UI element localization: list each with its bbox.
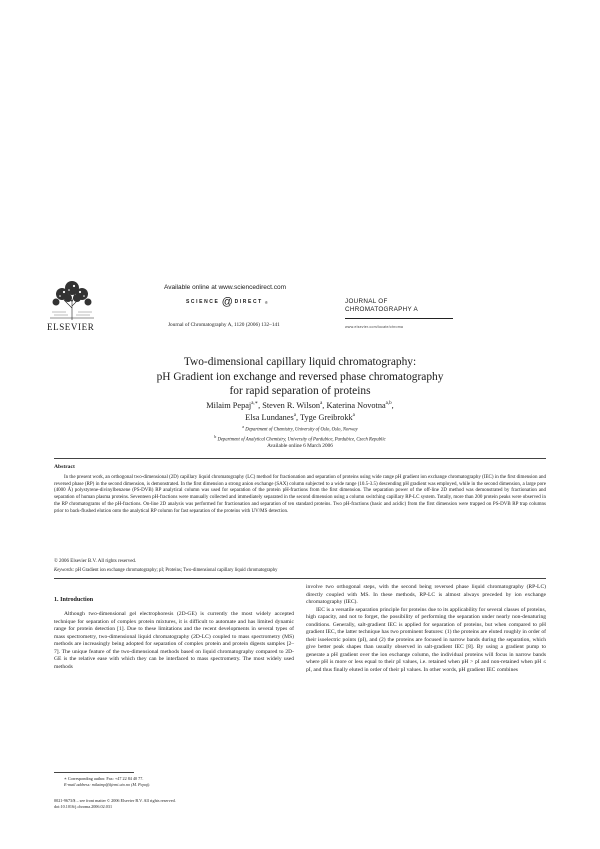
- available-online-text: Available online at www.sciencedirect.com: [164, 284, 286, 291]
- email-note: E-mail address: milaimp@kjemi.uio.no (M. Pepaj).: [64, 782, 151, 787]
- abstract-top-rule: [54, 458, 546, 459]
- author-separator: ,: [322, 400, 327, 410]
- journal-rule: [345, 318, 453, 319]
- right-column: [306, 584, 546, 675]
- abstract-copyright: © 2006 Elsevier B.V. All rights reserved.: [54, 559, 137, 564]
- sciencedirect-at-icon: @: [221, 296, 233, 308]
- author-line-2: [40, 411, 560, 423]
- affiliation-sup: a: [242, 424, 245, 429]
- title-line-1: Two-dimensional capillary liquid chromatography:: [183, 356, 417, 368]
- journal-citation: Journal of Chromatography A, 1120 (2006) 132–141: [168, 322, 280, 328]
- author-name: Steven R. Wilson: [262, 400, 321, 410]
- doi-line: doi:10.1016/j.chroma.2006.02.031: [54, 804, 113, 809]
- affiliation-text: Department of Analytical Chemistry, University of Pardubice, Pardubice, Czech Republic: [217, 437, 386, 443]
- keywords-list: pH Gradient ion exchange chromatography; pI; Proteins; Two-dimensional capillary liquid chromatography: [74, 568, 278, 573]
- sciencedirect-logo-part-2: DIRECT: [234, 299, 263, 305]
- author-name: Elsa Lundanes: [245, 413, 294, 423]
- author-line-1: [40, 399, 560, 411]
- author-name: Tyge Greibrokk: [299, 413, 353, 423]
- author-list: [40, 399, 560, 424]
- footnotes: [54, 776, 150, 788]
- author-sup: a: [352, 413, 355, 419]
- sciencedirect-logo: [186, 296, 268, 308]
- author-separator: ,: [258, 400, 263, 410]
- sciencedirect-logo-registered: ®: [264, 299, 268, 305]
- keywords: [54, 568, 277, 573]
- author-separator: ,: [391, 400, 394, 410]
- issn-line: 0021-9673/$ – see front matter © 2006 Elsevier B.V. All rights reserved.: [54, 798, 176, 803]
- journal-name: [345, 298, 418, 313]
- author-sup: a: [293, 413, 296, 419]
- sciencedirect-logo-part-1: SCIENCE: [186, 299, 220, 305]
- available-date: Available online 6 March 2006: [267, 443, 333, 449]
- article-identifiers: [54, 798, 176, 810]
- section-heading-introduction: 1. Introduction: [54, 597, 94, 603]
- publisher-name: ELSEVIER: [47, 322, 95, 332]
- footnote-rule: [54, 772, 134, 773]
- elsevier-tree-logo: [46, 278, 98, 322]
- body-paragraph: Although two-dimensional gel electrophoresis (2D-GE) is currently the most widely accepted technique for separation of complex protein mixtures, it is difficult to automate and has limited dynamic range for protein detection [1]. Due to these limitations and the recent developments in several types of mass spectrometry, two-dimensional liquid chromatography (2D-LC) coupled to mass spectrometry (MS) methods are increasingly being adopted for separation of complex protein and protein digests samples [2–7]. The unique feature of the two-dimensional methods based on liquid chromatography compared to 2D-GE is the relative ease with which they can be interfaced to mass spectrometry. The most widely used methods: [54, 611, 294, 670]
- corresponding-author-note: ∗ Corresponding author. Fax: +47 22 84 40 77.: [64, 776, 144, 781]
- affiliation-a: [40, 424, 560, 434]
- body-paragraph: involve two orthogonal steps, with the second being reversed phase liquid chromatography (RP-LC) directly coupled with MS. In these methods, RP-LC is almost always preceded by ion exchange chromatography (IEC).: [306, 584, 546, 606]
- author-name: Katerina Novotna: [326, 400, 386, 410]
- journal-url: www.elsevier.com/locate/chroma: [345, 325, 404, 329]
- abstract-bottom-rule: [54, 578, 546, 579]
- body-paragraph: IEC is a versatile separation principle for proteins due to its applicability for several classes of proteins, high capacity, and not to forget, the possibility of performing the separation under nearly non-denaturing conditions. Generally, salt-gradient IEC is applied for separation of proteins, but when compared to pH gradient IEC, the latter technique has two prominent features: (1) the proteins are eluted roughly in order of their isoelectric points (pI), and (2) the proteins are focused in narrow bands during the separation, which give better peak shapes than usually observed in salt-gradient IEC [8]. By using a gradient pump to generate a pH gradient over the ion exchange column, the individual proteins will focus in narrow bands where pH is more or less equal to their pI values, i.e. retained when pH > pI and non-retained when pH ≤ pI, and thus finally eluted in order of their pI values. In other words, pH gradient IEC combines: [306, 606, 546, 674]
- abstract-text: In the present work, an orthogonal two-dimensional (2D) capillary liquid chromatography (LC) method for fractionation and separation of proteins using wide range pH gradient ion exchange chromatography (IEC) in the first dimension and reversed phase (RP) in the second dimension, is demonstrated. In the first dimension a strong anion exchange (SAX) column subjected to a wide range (10.5-3.5) descending pH gradient was employed, while in the second dimension, a large pore (4000 Å) polystyrene-divinylbenzene (PS-DVB) RP analytical column was used for separation of the protein pH-fractions from the first dimension. The separation power of the off-line 2D method was demonstrated by fractionation and separation of human plasma proteins. Seventeen pH-fractions were manually collected and immediately separated in the second dimension using a column switching capillary RP-LC system. Totally, more than 200 protein peaks were observed in the RP chromatograms of the pH-fractions. On-line 2D analysis was performed for fractionation and separation of ten standard proteins. Two pH-fractions (basic and acidic) from the first dimension were trapped on PS-DVB RP trap columns prior to back-flushed elution onto the analytical RP column for fast separation of the proteins with UV/MS detection.: [54, 475, 546, 514]
- author-sup: a,∗: [251, 401, 259, 406]
- author-sup: a: [320, 401, 323, 406]
- affiliations: [40, 424, 560, 444]
- left-column: [54, 611, 294, 671]
- journal-name-line-1: JOURNAL OF: [345, 298, 388, 305]
- journal-name-line-2: CHROMATOGRAPHY A: [345, 305, 419, 313]
- affiliation-sup: b: [214, 434, 217, 440]
- author-sup: a,b: [385, 401, 392, 406]
- title-line-2: pH Gradient ion exchange and reversed phase chromatography: [156, 370, 444, 383]
- title-line-3: for rapid separation of proteins: [229, 385, 371, 397]
- author-name: Milaim Pepaj: [206, 400, 252, 410]
- keywords-label: Keywords:: [54, 568, 75, 573]
- author-separator: ,: [295, 413, 300, 423]
- article-title: [40, 355, 560, 399]
- affiliation-text: Department of Chemistry, University of Oslo, Oslo, Norway: [245, 427, 358, 433]
- abstract-heading: Abstract: [54, 464, 75, 470]
